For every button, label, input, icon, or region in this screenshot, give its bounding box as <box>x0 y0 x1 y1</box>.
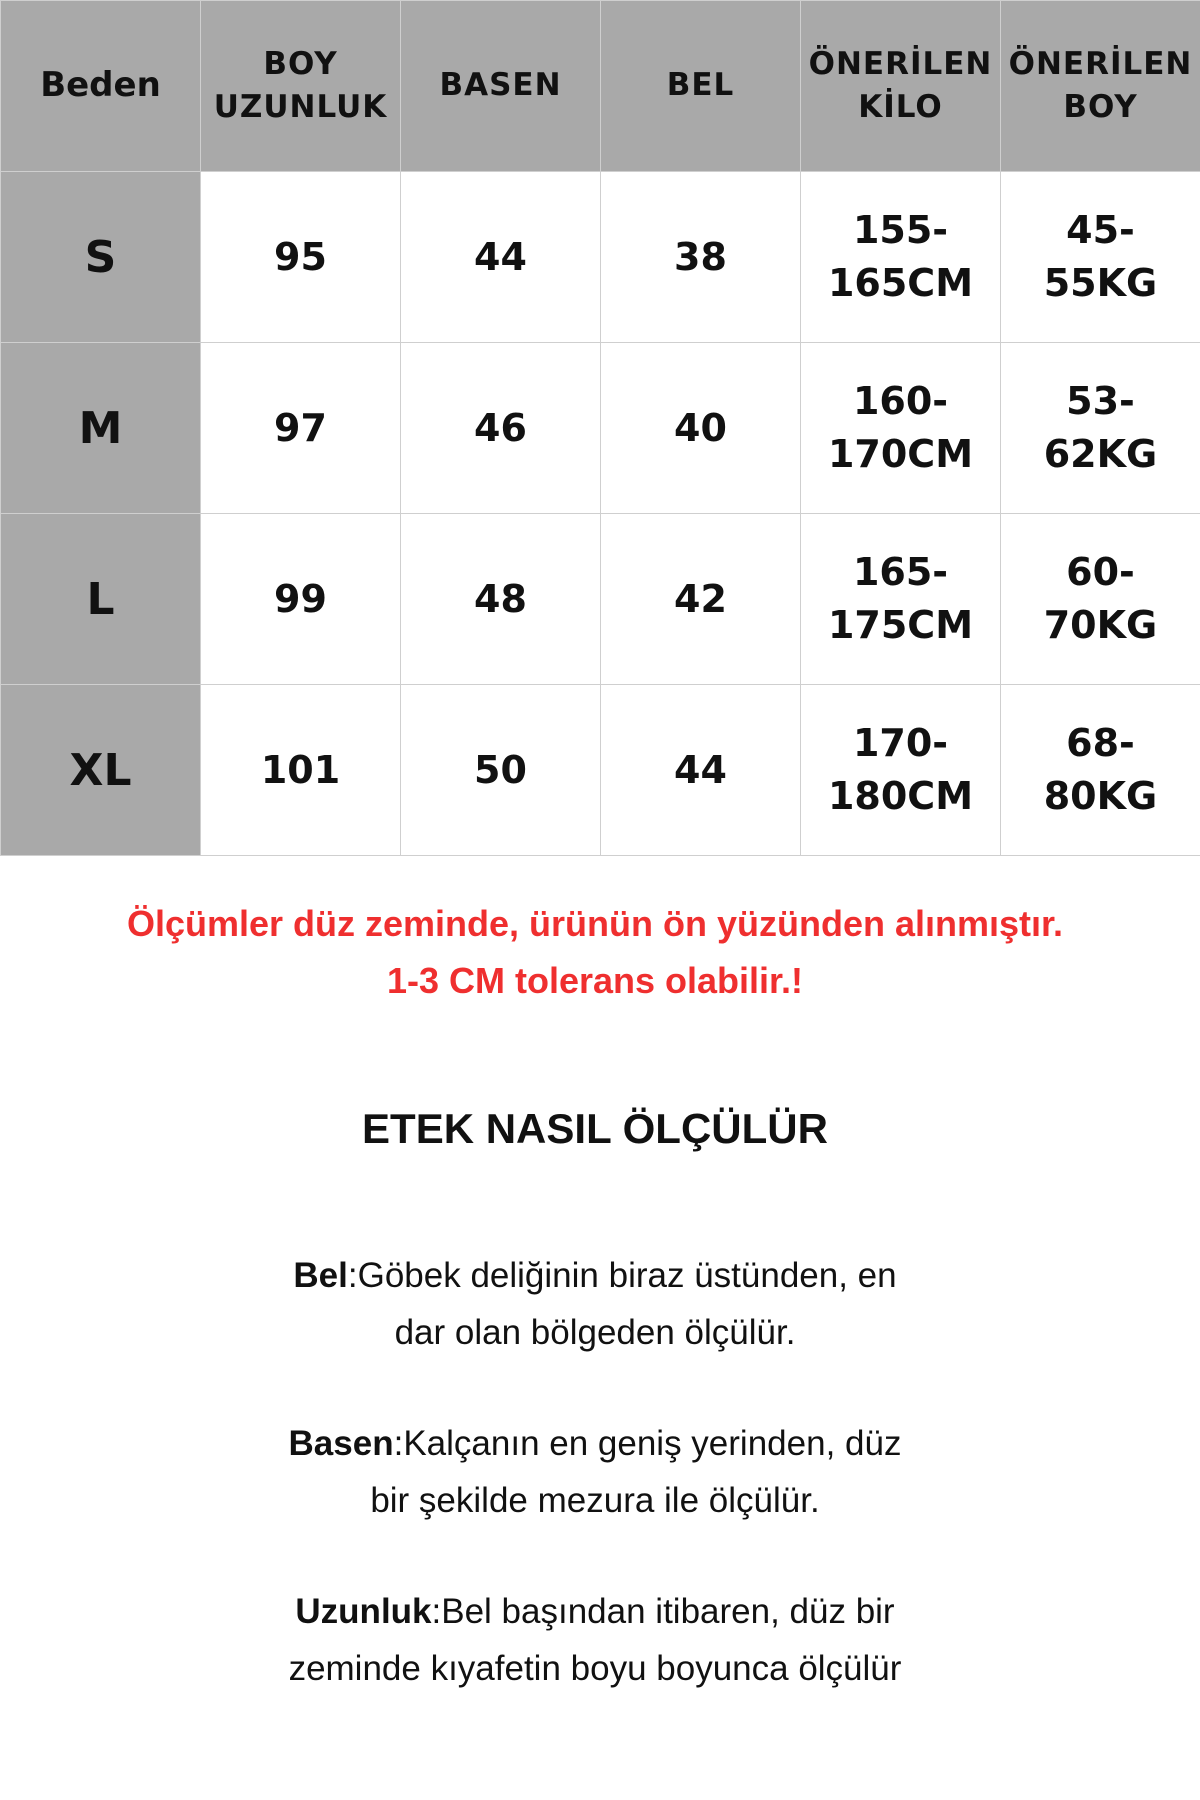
bel-cell: 38 <box>601 172 801 343</box>
measure-desc: Kalçanın en geniş yerinden, düz <box>403 1424 902 1463</box>
onerilen-boy-cell: 60- 70KG <box>1001 514 1200 685</box>
table-row <box>1 343 1200 514</box>
measure-term: Bel <box>293 1256 348 1295</box>
table-header-row <box>1 1 1200 172</box>
kilo-cell: 170- 180CM <box>801 685 1001 856</box>
how-to-measure-title: ETEK NASIL ÖLÇÜLÜR <box>362 1105 828 1152</box>
kilo-cell: 160- 170CM <box>801 343 1001 514</box>
header-boy-uzunluk: BOY UZUNLUK <box>201 1 401 172</box>
boy-cell: 95 <box>201 172 401 343</box>
measurement-notice <box>0 895 1190 1009</box>
measure-desc: Bel başından itibaren, düz bir <box>441 1592 895 1631</box>
header-basen: BASEN <box>401 1 601 172</box>
measure-desc: Göbek deliğinin biraz üstünden, en <box>357 1256 897 1295</box>
table-row <box>1 172 1200 343</box>
measure-item-basen: Basen:Kalçanın en geniş yerinden, düz bir şekilde mezura ile ölçülür. <box>0 1415 1190 1529</box>
measure-item-bel: Bel:Göbek deliğinin biraz üstünden, en dar olan bölgeden ölçülür. <box>0 1247 1190 1361</box>
notice-line: Ölçümler düz zeminde, ürünün ön yüzünden alınmıştır. <box>126 903 1064 944</box>
basen-cell: 50 <box>401 685 601 856</box>
size-cell: S <box>1 172 201 343</box>
size-cell: L <box>1 514 201 685</box>
basen-cell: 46 <box>401 343 601 514</box>
kilo-cell: 165- 175CM <box>801 514 1001 685</box>
bel-cell: 42 <box>601 514 801 685</box>
measure-term: Uzunluk <box>295 1592 432 1631</box>
basen-cell: 44 <box>401 172 601 343</box>
measure-desc: dar olan bölgeden ölçülür. <box>394 1313 796 1352</box>
bel-cell: 44 <box>601 685 801 856</box>
bel-cell: 40 <box>601 343 801 514</box>
size-cell: XL <box>1 685 201 856</box>
table-row <box>1 685 1200 856</box>
header-bel: BEL <box>601 1 801 172</box>
onerilen-boy-cell: 53- 62KG <box>1001 343 1200 514</box>
size-chart-table <box>0 0 1200 856</box>
header-beden: Beden <box>1 1 201 172</box>
size-cell: M <box>1 343 201 514</box>
notice-line: 1-3 CM tolerans olabilir.! <box>386 960 804 1001</box>
header-onerilen-boy: ÖNERİLEN BOY <box>1001 1 1200 172</box>
kilo-cell: 155- 165CM <box>801 172 1001 343</box>
boy-cell: 101 <box>201 685 401 856</box>
measure-desc: zeminde kıyafetin boyu boyunca ölçülür <box>288 1649 902 1688</box>
header-onerilen-kilo: ÖNERİLEN KİLO <box>801 1 1001 172</box>
measure-item-uzunluk: Uzunluk:Bel başından itibaren, düz bir zeminde kıyafetin boyu boyunca ölçülür <box>0 1583 1190 1697</box>
measure-term: Basen <box>288 1424 394 1463</box>
basen-cell: 48 <box>401 514 601 685</box>
measure-desc: bir şekilde mezura ile ölçülür. <box>370 1481 820 1520</box>
boy-cell: 97 <box>201 343 401 514</box>
onerilen-boy-cell: 68- 80KG <box>1001 685 1200 856</box>
boy-cell: 99 <box>201 514 401 685</box>
table-row <box>1 514 1200 685</box>
onerilen-boy-cell: 45- 55KG <box>1001 172 1200 343</box>
